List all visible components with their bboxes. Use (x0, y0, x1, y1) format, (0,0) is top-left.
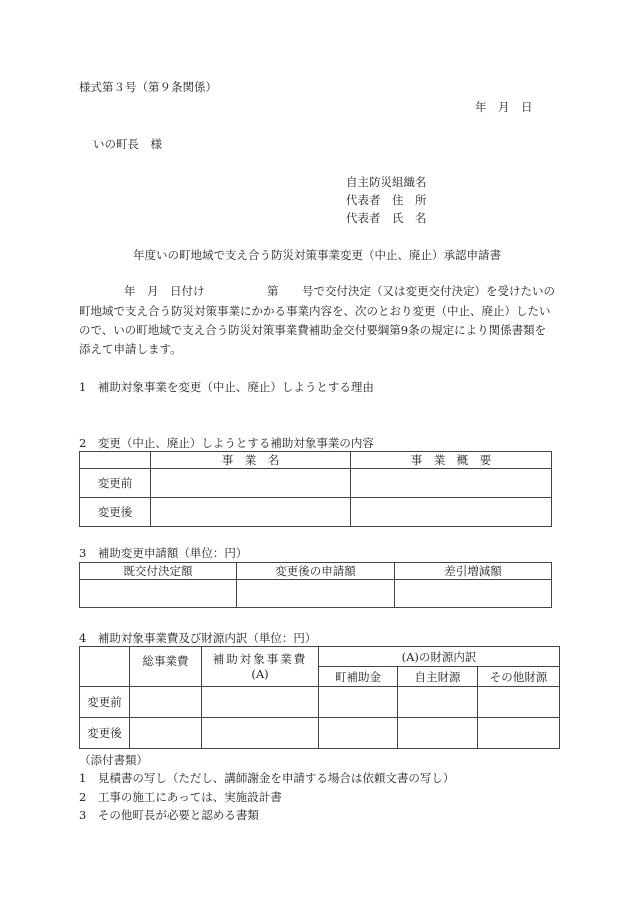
intro-line-3: ので、いの町地域で支え合う防災対策事業費補助金交付要綱第9条の規定により関係書類を (79, 323, 547, 337)
intro-line-1: 号で交付決定（又は変更交付決定）を受けたいの (302, 284, 555, 298)
town-subsidy-after[interactable] (319, 718, 398, 749)
total-cost-before[interactable] (130, 687, 202, 718)
blank-header-cell (80, 452, 151, 469)
row-label-after: 変更後 (80, 718, 130, 749)
project-name-after[interactable] (151, 498, 351, 527)
org-name-label: 自主防災組織名 (346, 175, 427, 189)
section-1-heading: 1 補助対象事業を変更（中止、廃止）しようとする理由 (79, 380, 374, 394)
attachment-item: 1 見積書の写し（ただし、講師謝金を申請する場合は依頼文書の写し） (79, 771, 455, 785)
form-number: 様式第３号（第９条関係） (79, 80, 217, 94)
town-subsidy-header: 町補助金 (319, 667, 398, 687)
representative-name-label: 代表者 氏 名 (346, 211, 427, 225)
difference-header: 差引増減額 (395, 563, 552, 580)
project-summary-header: 事 業 概 要 (351, 452, 552, 469)
row-label-after: 変更後 (80, 498, 151, 527)
attachment-item: 2 工事の施工にあっては、実施設計書 (79, 790, 282, 804)
intro-number-prefix: 第 (267, 284, 279, 298)
section-3-heading: 3 補助変更申請額（単位：円） (79, 546, 248, 560)
town-subsidy-before[interactable] (319, 687, 398, 718)
total-cost-after[interactable] (130, 718, 202, 749)
intro-line-4: 添えて申請します。 (79, 342, 182, 356)
amount-table (79, 562, 552, 608)
changed-amount-header: 変更後の申請額 (237, 563, 395, 580)
project-name-header: 事 業 名 (151, 452, 351, 469)
attachment-item: 3 その他町長が必要と認める書類 (79, 808, 259, 822)
subsidy-cost-header (202, 647, 319, 687)
other-funds-header: その他財源 (478, 667, 560, 687)
changed-amount-cell[interactable] (237, 580, 395, 608)
own-funds-header: 自主財源 (398, 667, 478, 687)
own-funds-after[interactable] (398, 718, 478, 749)
project-name-before[interactable] (151, 469, 351, 498)
other-funds-before[interactable] (478, 687, 560, 718)
date-line: 年 月 日 (475, 100, 533, 114)
funding-source-header: (A)の財源内訳 (319, 647, 560, 667)
total-cost-header: 総事業費 (130, 647, 202, 687)
project-summary-before[interactable] (351, 469, 552, 498)
blank-header-cell (80, 647, 130, 687)
decided-amount-header: 既交付決定額 (80, 563, 237, 580)
section-2-heading: 2 変更（中止、廃止）しようとする補助対象事業の内容 (79, 436, 374, 450)
own-funds-before[interactable] (398, 687, 478, 718)
section-4-heading: 4 補助対象事業費及び財源内訳（単位：円） (79, 631, 317, 645)
subsidy-cost-label: 補助対象事業費 (212, 652, 308, 666)
intro-line-2: 町地域で支え合う防災対策事業にかかる事業内容を、次のとおり変更（中止、廃止）したい (79, 304, 551, 318)
representative-address-label: 代表者 住 所 (346, 193, 427, 207)
project-summary-after[interactable] (351, 498, 552, 527)
subsidy-cost-after[interactable] (202, 718, 319, 749)
funding-table (79, 646, 560, 749)
decided-amount-cell[interactable] (80, 580, 237, 608)
difference-cell[interactable] (395, 580, 552, 608)
document-title: 年度いの町地域で支え合う防災対策事業変更（中止、廃止）承認申請書 (133, 248, 501, 262)
subsidy-cost-before[interactable] (202, 687, 319, 718)
project-content-table (79, 451, 552, 527)
row-label-before: 変更前 (80, 687, 130, 718)
row-label-before: 変更前 (80, 469, 151, 498)
intro-date-part: 年 月 日付け (124, 284, 205, 298)
other-funds-after[interactable] (478, 718, 560, 749)
subsidy-cost-a-label: (A) (251, 667, 269, 681)
attachments-heading: （添付書類） (79, 753, 148, 767)
addressee: いの町長 様 (93, 137, 162, 151)
